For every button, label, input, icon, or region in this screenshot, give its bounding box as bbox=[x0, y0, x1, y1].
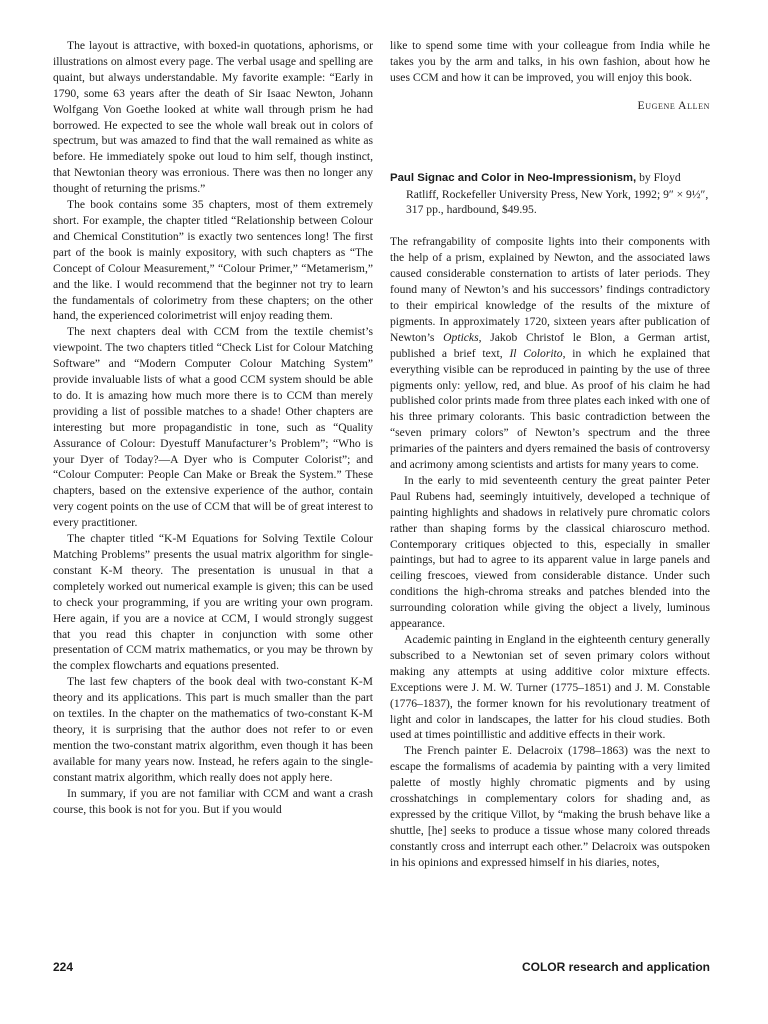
italic-title-opticks: Opticks bbox=[443, 330, 479, 344]
review-citation: by Floyd Ratliff, Rockefeller University Press, New York, 1992; 9″ × 9½″, 317 pp., hardbound, $49.95. bbox=[406, 170, 709, 217]
body-paragraph: In the early to mid seventeenth century the great painter Peter Paul Rubens had, seemingly intuitively, developed a technique of painting highlights and shadows in relatively pure chromatic colors rather than shaping forms by the classical chiaroscuro method. Contemporary critiques objected to this, especially in smaller paintings, but had to agree to its apparent value in large panels and ceiling frescoes, viewed from considerable distance. Under such conditions the high-chroma streaks and patches blended into the surrounding coloration while giving the object a lively, luminous appearance. bbox=[390, 473, 710, 631]
text-run: The refrangability of composite lights into their components with the help of a prism, explained by Newton, and the associated laws caused considerable consternation to artists of later periods. They found many of Newton’s and his successors’ findings contradictory to their empirical knowledge of the results of the mixture of pigments. In approximately 1720, sixteen years after publication of Newton’s bbox=[390, 235, 710, 344]
body-paragraph: The chapter titled “K-M Equations for Solving Textile Colour Matching Problems” presents the usual matrix algorithm for single-constant K-M theory. The presentation is unusual in that a completely worked out numerical example is given; this can be used to check your programming, if you are writing your own program. Here again, if you are a novice at CCM, I would strongly suggest that you read this chapter in conjunction with some other presentation of CCM matrix mathematics, or you may be thrown by the complex flowcharts and equations presented. bbox=[53, 532, 373, 673]
journal-name: COLOR research and application bbox=[521, 960, 710, 974]
body-paragraph: The layout is attractive, with boxed-in quotations, aphorisms, or illustrations on almost every page. The verbal usage and spelling are quaint, but always understandable. My favorite example: “Early in 1790, some 63 years after the death of Sir Isaac Newton, Johann Wolfgang Von Goethe looked at white wall through prism he had borrowed. He expected to see the whole wall break out in colors of spectrum, but was amazed to find that the wall remained as white as before. He immediately spoke out loud to him self, though instinct, that Newtonian theory was erronious. There was then no longer any thought of returning the prisms.” bbox=[53, 39, 373, 196]
body-paragraph: The French painter E. Delacroix (1798–1863) was the next to escape the formalisms of academia by painting with a very limited palette of mostly highly chromatic pigments and by using crosshatchings in complementary colors for shading and, as expressed by the critique Villot, by “making the brush behave like a shuttle, [he] seeks to produce a tissue whose many colored threads constantly cross and interrupt each other.” Delacroix was outspoken in his opinions and expressed himself in his diaries, notes, bbox=[390, 744, 710, 869]
text-run: , in which he explained that everything visible can be reproduced in painting by the use of three pigments only: yellow, red, and blue. As proof of his claim he had published color prints made from three plates each inked with one of his three primary colorants. This basic contradiction between the “seven primary colors” of Newton’s spectrum and the three primaries of the painters and dyers remained the basis of controversy and acrimony among scientists and artists for many years to come. bbox=[390, 346, 711, 472]
body-paragraph bbox=[390, 234, 710, 473]
page-number: 224 bbox=[53, 960, 74, 974]
text-run: , Jakob Christof le Blon, a German artist, published a brief text, bbox=[390, 330, 710, 360]
reviewer-signature: Eugene Allen bbox=[637, 98, 710, 112]
italic-title-il-colorito: Il Colorito bbox=[509, 346, 563, 360]
continuation-paragraph: like to spend some time with your colleague from India while he takes you by the arm and talks, in his own fashion, about how he uses CCM and how it can be improved, you will enjoy this book. bbox=[390, 39, 710, 84]
body-paragraph: Academic painting in England in the eighteenth century generally subscribed to a Newtonian set of seven primary colors without making any attempts at using additive color mixture effects. Exceptions were J. M. W. Turner (1775–1851) and J. M. Constable (1776–1837), the former known for his revolutionary treatment of light and color in landscapes, the latter for his cloud studies. Both used at times pointillistic and additive effects in their work. bbox=[390, 633, 710, 742]
review-book-title: Paul Signac and Color in Neo-Impressionism, bbox=[390, 171, 637, 184]
body-paragraph: The book contains some 35 chapters, most of them extremely short. For example, the chapter titled “Relationship between Colour and Chemical Constitution” is exactly two sentences long! The first part of the book is mainly expository, with such chapters as “The Concept of Colour Measurement,” “Colour Primer,” “Metamerism,” and the like. I would recommend that the beginner not try to learn the fundamentals of colorimetry from these chapters; on the other hand, the experienced colorimetrist will enjoy reading them. bbox=[53, 198, 373, 323]
left-column bbox=[53, 38, 373, 817]
right-column bbox=[390, 38, 710, 871]
body-paragraph: The next chapters deal with CCM from the textile chemist’s viewpoint. The two chapters titled “Check List for Colour Matching Software” and “Modern Computer Colour Matching System” provide invaluable lists of what a good CCM system should be able to do. It is amazing how much more there is to CCM than merely providing a list of possible matches to a shade! Other chapters are interesting but more propagandistic in tone, such as “Quality Assurance of Colour: Dyestuff Manufacturer’s Problem”; “Who is your Dyer of Today?—A Dyer who is Computer Colorist”; and “Colour Computer: People Can Make or Break the System.” These chapters, based on the extensive experience of the author, contain very cogent points on the use of CCM that will be of great interest to every practitioner. bbox=[53, 325, 373, 530]
body-paragraph: In summary, if you are not familiar with CCM and want a crash course, this book is not for you. But if you would bbox=[53, 786, 373, 816]
body-paragraph: The last few chapters of the book deal with two-constant K-M theory and its applications. This part is much smaller than the part on textiles. In the chapter on the mathematics of two-constant K-M theory, it is surprising that the author does not refer to or even mention the two-constant matrix algorithm, even though it has been available for many years now. Instead, he refers again to the single-constant matrix algorithm, which really does not apply here. bbox=[53, 675, 373, 784]
review-heading bbox=[390, 170, 710, 219]
